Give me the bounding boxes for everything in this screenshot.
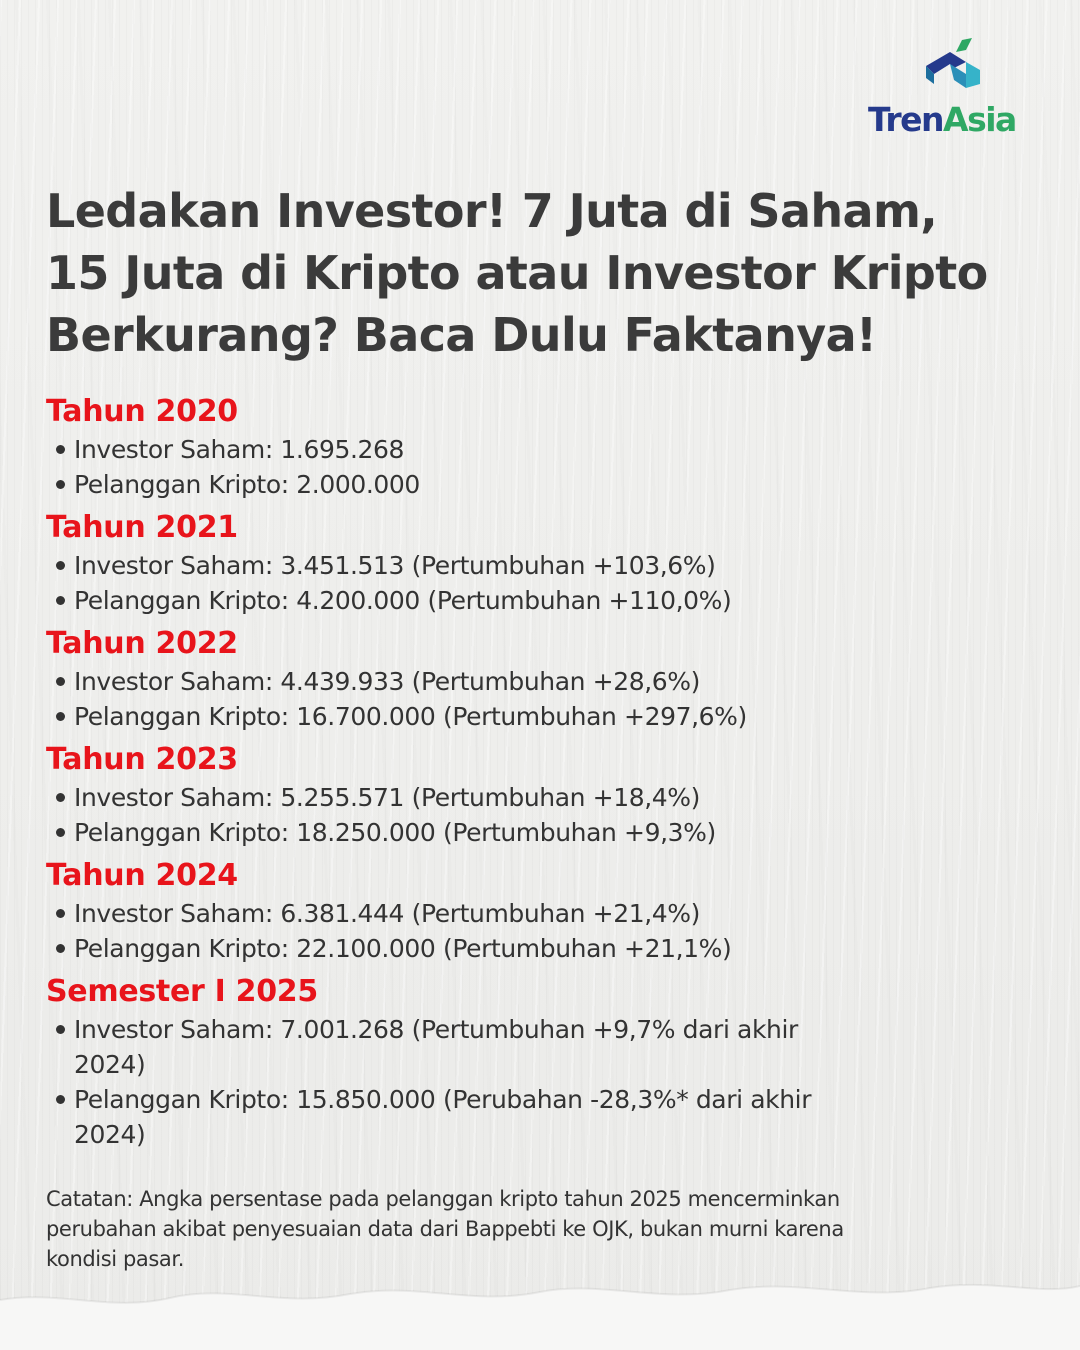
stat-list bbox=[46, 548, 926, 618]
headline-line-2: 15 Juta di Kripto atau Investor Kripto bbox=[46, 246, 988, 300]
yearly-stats bbox=[46, 392, 926, 1158]
bullet-icon bbox=[56, 909, 65, 918]
list-item bbox=[46, 780, 926, 815]
bullet-icon bbox=[56, 677, 65, 686]
section-title: Tahun 2020 bbox=[46, 394, 238, 429]
section-title: Semester I 2025 bbox=[46, 974, 318, 1009]
item-text: Investor Saham: 4.439.933 (Pertumbuhan +28,6%) bbox=[74, 667, 700, 696]
section-title: Tahun 2021 bbox=[46, 510, 238, 545]
section-2021 bbox=[46, 508, 926, 618]
headline bbox=[46, 180, 1046, 366]
list-item bbox=[46, 1012, 864, 1082]
section-2022 bbox=[46, 624, 926, 734]
list-item bbox=[46, 699, 926, 734]
item-text: Investor Saham: 7.001.268 (Pertumbuhan +9,7% dari akhir 2024) bbox=[74, 1015, 798, 1079]
list-item bbox=[46, 931, 926, 966]
item-text: Pelanggan Kripto: 18.250.000 (Pertumbuhan +9,3%) bbox=[74, 818, 716, 847]
item-text: Pelanggan Kripto: 2.000.000 bbox=[74, 470, 420, 499]
list-item bbox=[46, 664, 926, 699]
bullet-icon bbox=[56, 1095, 65, 1104]
list-item bbox=[46, 815, 926, 850]
list-item bbox=[46, 583, 926, 618]
section-2023 bbox=[46, 740, 926, 850]
section-title: Tahun 2023 bbox=[46, 742, 238, 777]
bullet-icon bbox=[56, 793, 65, 802]
footnote: Catatan: Angka persentase pada pelanggan kripto tahun 2025 mencerminkan perubahan akibat penyesuaian data dari Bappebti ke OJK, bukan murni karena kondisi pasar. bbox=[46, 1187, 844, 1271]
stat-list bbox=[46, 664, 926, 734]
item-text: Investor Saham: 3.451.513 (Pertumbuhan +103,6%) bbox=[74, 551, 716, 580]
trenasia-wordmark bbox=[868, 100, 1016, 140]
section-title: Tahun 2024 bbox=[46, 858, 238, 893]
logo-text-tren: Tren bbox=[868, 100, 944, 139]
stat-list bbox=[46, 780, 926, 850]
list-item bbox=[46, 896, 926, 931]
item-text: Investor Saham: 6.381.444 (Pertumbuhan +21,4%) bbox=[74, 899, 700, 928]
item-text: Pelanggan Kripto: 16.700.000 (Pertumbuhan +297,6%) bbox=[74, 702, 747, 731]
list-item bbox=[46, 548, 926, 583]
stat-list bbox=[46, 432, 926, 502]
section-title: Tahun 2022 bbox=[46, 626, 238, 661]
list-item bbox=[46, 432, 926, 467]
bullet-icon bbox=[56, 944, 65, 953]
stat-list bbox=[46, 896, 926, 966]
item-text: Investor Saham: 1.695.268 bbox=[74, 435, 405, 464]
bullet-icon bbox=[56, 712, 65, 721]
bullet-icon bbox=[56, 596, 65, 605]
item-text: Pelanggan Kripto: 15.850.000 (Perubahan -28,3%* dari akhir 2024) bbox=[74, 1085, 812, 1149]
list-item bbox=[46, 467, 926, 502]
item-text: Pelanggan Kripto: 22.100.000 (Pertumbuhan +21,1%) bbox=[74, 934, 732, 963]
headline-line-3: Berkurang? Baca Dulu Faktanya! bbox=[46, 308, 877, 362]
list-item bbox=[46, 1082, 864, 1152]
bullet-icon bbox=[56, 1025, 65, 1034]
trenasia-logo bbox=[866, 38, 1038, 142]
section-semester-1-2025 bbox=[46, 972, 926, 1152]
bullet-icon bbox=[56, 561, 65, 570]
item-text: Pelanggan Kripto: 4.200.000 (Pertumbuhan +110,0%) bbox=[74, 586, 732, 615]
stat-list bbox=[46, 1012, 926, 1152]
bullet-icon bbox=[56, 828, 65, 837]
section-2024 bbox=[46, 856, 926, 966]
bullet-icon bbox=[56, 445, 65, 454]
headline-line-1: Ledakan Investor! 7 Juta di Saham, bbox=[46, 184, 938, 238]
item-text: Investor Saham: 5.255.571 (Pertumbuhan +18,4%) bbox=[74, 783, 700, 812]
bullet-icon bbox=[56, 480, 65, 489]
section-2020 bbox=[46, 392, 926, 502]
trenasia-logo-icon bbox=[920, 38, 984, 96]
logo-text-asia: Asia bbox=[943, 100, 1016, 139]
